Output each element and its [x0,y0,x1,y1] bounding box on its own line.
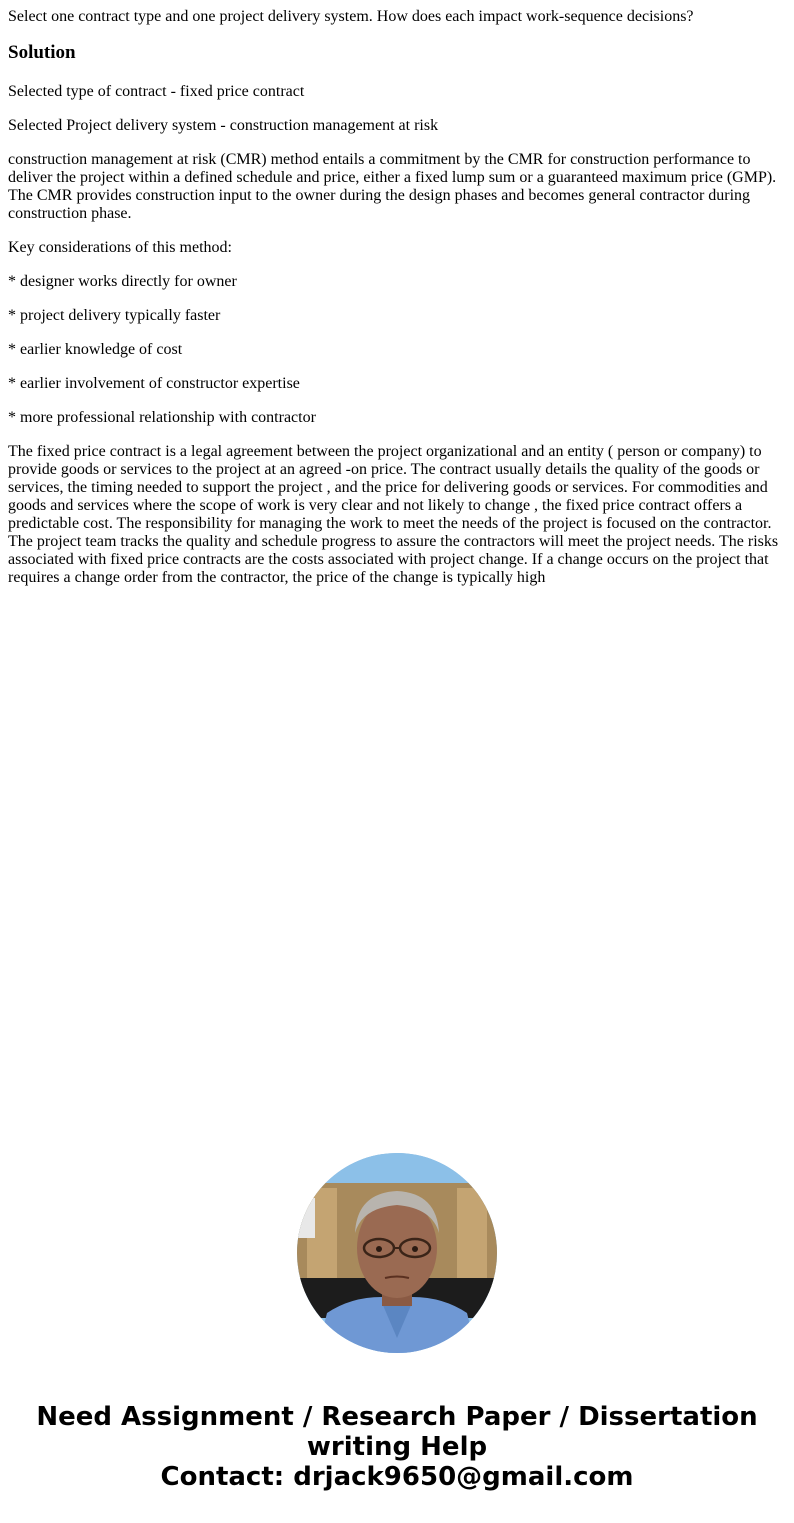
document-body [0,0,794,587]
solution-heading: Solution [8,42,76,63]
selected-contract-text: Selected type of contract - fixed price contract [8,83,305,100]
person-photo-avatar-icon [297,1153,497,1353]
cmr-paragraph: construction management at risk (CMR) method entails a commitment by the CMR for construction performance to deliver the project within a defined schedule and price, either a fixed lump sum or a guaranteed maximum price (GMP). The CMR provides construction input to the owner during the design phases and becomes general contractor during construction phase. [8,151,777,222]
question-text: Select one contract type and one project delivery system. How does each impact work-sequence decisions? [8,8,694,25]
fixed-price-paragraph: The fixed price contract is a legal agreement between the project organizational and an entity ( person or company) to provide goods or services to the project at an agreed -on price. The contract usually details the quality of the goods or services, the timing needed to support the project , and the price for delivering goods or services. For commodities and goods and services where the scope of work is very clear and not likely to change , the fixed price contract offers a predictable cost. The responsibility for managing the work to meet the needs of the project is focused on the contractor. The project team tracks the quality and schedule progress to assure the contractors will meet the project needs. The risks associated with fixed price contracts are the costs associated with project change. If a change occurs on the project that requires a change order from the contractor, the price of the change is typically high [8,443,779,586]
banner-line-2: writing Help [306,1432,488,1462]
selected-delivery-text: Selected Project delivery system - construction management at risk [8,117,439,134]
avatar [297,1153,497,1353]
consideration-item: * earlier involvement of constructor expertise [8,375,300,392]
consideration-item: * project delivery typically faster [8,307,221,324]
consideration-item: * more professional relationship with contractor [8,409,316,426]
banner-line-1: Need Assignment / Research Paper / Dissertation [36,1402,758,1432]
consideration-item: * earlier knowledge of cost [8,341,183,358]
contact-banner [0,1402,794,1492]
key-considerations-label: Key considerations of this method: [8,239,232,256]
banner-contact-email: Contact: drjack9650@gmail.com [160,1462,634,1492]
consideration-item: * designer works directly for owner [8,273,237,290]
